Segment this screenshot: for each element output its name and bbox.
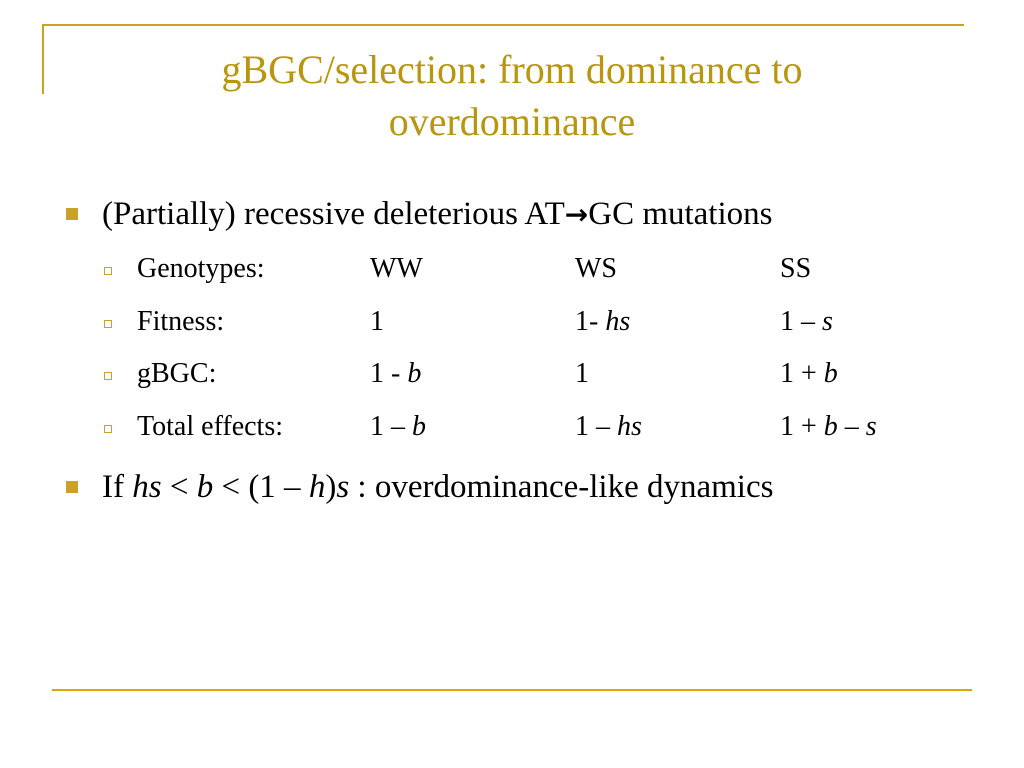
cell-ws: WS <box>575 253 617 284</box>
cell-ww: WW <box>370 253 423 284</box>
bullet-text <box>102 467 773 507</box>
var-h: h <box>308 469 326 505</box>
bullet-text <box>102 194 773 235</box>
text-lt-1: < <box>161 469 197 505</box>
frame-bottom-rule <box>52 689 972 691</box>
row-label: gBGC: <box>137 358 217 389</box>
cell-ss-var-b: b <box>823 411 838 442</box>
hollow-square-bullet-icon <box>104 267 112 275</box>
cell-ws <box>575 305 630 339</box>
square-bullet-icon <box>66 481 78 493</box>
cell-ws: 1 <box>575 358 589 389</box>
cell-ws-number: 1- <box>575 306 606 337</box>
slide-title-line-2: overdominance <box>388 99 636 144</box>
hollow-square-bullet-icon <box>104 425 112 433</box>
cell-ss-minus: – <box>837 411 866 442</box>
cell-ws-var: hs <box>617 411 642 442</box>
cell-ss <box>780 410 877 444</box>
cell-ss-number: 1 + <box>780 411 824 442</box>
cell-ss-number: 1 – <box>780 306 822 337</box>
text-overdominance: : overdominance-like dynamics <box>349 469 774 505</box>
var-hs: hs <box>132 469 162 505</box>
bullet-text-prefix: (Partially) recessive deleterious AT <box>102 196 565 232</box>
cell-ws <box>575 410 642 444</box>
cell-ww-var: b <box>407 358 422 389</box>
cell-ww <box>370 410 426 444</box>
cell-ww-number: 1 - <box>370 358 408 389</box>
cell-ss <box>780 305 833 339</box>
cell-ww <box>370 357 421 391</box>
cell-ss: SS <box>780 253 812 284</box>
right-arrow-icon: → <box>564 198 589 231</box>
cell-ws-number: 1 – <box>575 411 617 442</box>
cell-ww: 1 <box>370 306 384 337</box>
row-label: Fitness: <box>137 306 225 337</box>
slide-title <box>0 44 1024 148</box>
cell-ss-var-s: s <box>865 411 877 442</box>
cell-ss-number: 1 + <box>780 358 824 389</box>
text-lt-2: < (1 – <box>213 469 309 505</box>
row-label: Total effects: <box>137 411 284 442</box>
hollow-square-bullet-icon <box>104 372 112 380</box>
row-label: Genotypes: <box>137 253 265 284</box>
cell-ww-var: b <box>412 411 426 442</box>
hollow-square-bullet-icon <box>104 320 112 328</box>
cell-ss <box>780 357 838 391</box>
frame-top-rule <box>42 24 964 26</box>
text-paren: ) <box>325 469 337 505</box>
var-s: s <box>336 469 350 505</box>
text-if: If <box>102 469 133 505</box>
square-bullet-icon <box>66 208 78 220</box>
cell-ss-var: b <box>823 358 838 389</box>
cell-ww-number: 1 – <box>370 411 412 442</box>
var-b: b <box>196 469 214 505</box>
cell-ws-var: hs <box>605 306 631 337</box>
bullet-text-suffix: GC mutations <box>588 196 773 232</box>
slide-title-line-1: gBGC/selection: from dominance to <box>221 47 803 92</box>
cell-ss-var: s <box>822 306 833 337</box>
